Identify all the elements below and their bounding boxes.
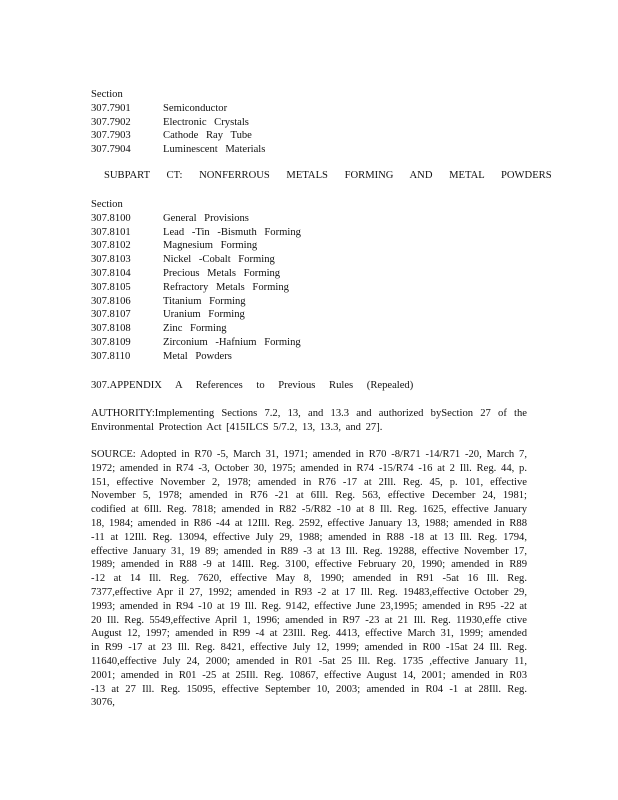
section-number: 307.8108 [91,323,131,335]
section-number: 307.8106 [91,295,131,307]
list-item [91,308,521,322]
appendix-line: 307.APPENDIX A References to Previous Rules (Repealed) [91,380,414,391]
section-number: 307.8109 [91,336,131,348]
list-item [91,295,521,309]
section-number: 307.8110 [91,350,131,362]
section-number: 307.8105 [91,281,131,293]
subpart-heading: SUBPART CT: NONFERROUS METALS FORMING AND METAL POWDERS [104,170,552,181]
section-number: 307.8103 [91,254,131,266]
section-title: General Provisions [163,212,249,224]
section-title: Magnesium Forming [163,240,258,252]
section-title: Refractory Metals Forming [163,281,289,293]
list-item [91,336,521,350]
list-item [91,267,521,281]
section-number: 307.7903 [91,130,131,142]
section-title: Nickel -Cobalt Forming [163,254,275,266]
section-title: Semiconductor [163,102,228,114]
section-title: Lead -Tin -Bismuth Forming [163,226,301,238]
section-title: Metal Powders [163,350,232,362]
section-number: 307.8101 [91,226,131,238]
section-title: Zinc Forming [163,323,227,335]
list-item [91,143,521,157]
section-number: 307.8107 [91,309,131,321]
list-item [91,239,521,253]
section-title: Electronic Crystals [163,116,249,128]
list-item [91,102,521,116]
section-title: Zirconium -Hafnium Forming [163,336,301,348]
section-title: Uranium Forming [163,309,245,321]
section-title: Titanium Forming [163,295,246,307]
section-title: Luminescent Materials [163,144,266,156]
list-item [91,350,521,364]
section-number: 307.8100 [91,212,131,224]
list-item [91,129,521,143]
section-number: 307.8102 [91,240,131,252]
list-item [91,322,521,336]
section-number: 307.7901 [91,102,131,114]
authority-paragraph: AUTHORITY:Implementing Sections 7.2, 13, and 13.3 and authorized bySection 27 of the Environmental Protection Act [415ILCS 5/7.2, 13, 13.3, and 27]. [91,408,527,433]
source-paragraph: SOURCE: Adopted in R70 -5, March 31, 1971; amended in R70 -8/R71 -14/R71 -20, March 7, 1972; amended in R74 -3, October 30, 1975; amended in R74 -15/R74 -16 at 2 Ill. Reg. 44, p. 151, effective November 2, 1978; amended in R76 -17 at 2Ill. Reg. 45, p. 101, effective November 5, 1978; amended in R76 -21 at 6Ill. Reg. 563, effective December 24, 1981; codified at 6Ill. Reg. 7818; amended in R82 -5/R82 -10 at 8 Ill. Reg. 1625, effective January 18, 1984; amended in R86 -44 at 12Ill. Reg. 2592, effective January 13, 1988; amended in R88 -11 at 12Ill. Reg. 13094, effective July 29, 1988; amended in R88 -18 at 13 Ill. Reg. 1794, effective January 31, 19 89; amended in R89 -3 at 13 Ill. Reg. 19288, effective November 17, 1989; amended in R88 -9 at 14Ill. Reg. 3100, effective February 20, 1990; amended in R89 -12 at 14 Ill. Reg. 7620, effective May 8, 1990; amended in R91 -5at 16 Ill. Reg. 7377,effective Apr il 27, 1992; amended in R93 -2 at 17 Ill. Reg. 19483,effective October 29, 1993; amended in R94 -10 at 19 Ill. Reg. 9142, effective June 23,1995; amended in R95 -22 at 20 Ill. Reg. 5549,effective April 1, 1996; amended in R97 -23 at 21 Ill. Reg. 11930,effe ctive August 12, 1997; amended in R99 -4 at 23Ill. Reg. 4413, effective March 31, 1999; amended in R99 -17 at 23 Ill. Reg. 8421, effective July 12, 1999; amended in R00 -15at 24 Ill. Reg. 11640,effective July 24, 2000; amended in R01 -5at 25 Ill. Reg. 1735 ,effective January 11, 2001; amended in R01 -25 at 25Ill. Reg. 10867, effective August 14, 2001; amended in R03 -13 at 27 Ill. Reg. 15095, effective September 10, 2003; amended in R04 -1 at 28Ill. Reg. 3076, [91,449,527,709]
section-number: 307.8104 [91,267,131,279]
section-title: Precious Metals Forming [163,267,281,279]
section-list-2 [91,198,521,364]
section-number: 307.7902 [91,116,131,128]
section-number: 307.7904 [91,144,131,156]
section-title: Cathode Ray Tube [163,130,252,142]
section-list-1 [91,88,521,157]
section-label: Section [91,89,123,100]
list-item [91,253,521,267]
list-item [91,281,521,295]
list-item [91,226,521,240]
list-item [91,212,521,226]
list-item [91,116,521,130]
section-label: Section [91,199,123,210]
